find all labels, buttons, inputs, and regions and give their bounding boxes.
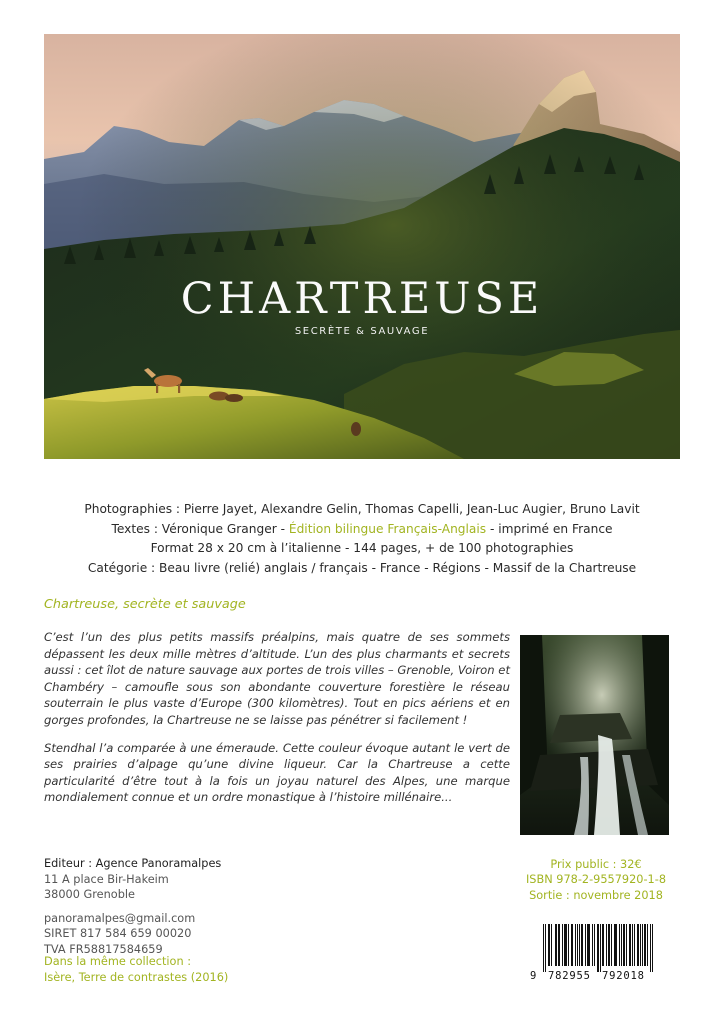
barcode-bar — [602, 924, 603, 966]
barcode-bar — [551, 924, 552, 966]
barcode-group-1: 782955 — [548, 970, 591, 982]
barcode-bar — [582, 924, 583, 966]
barcode-bar — [619, 924, 620, 966]
barcode-bar — [632, 924, 633, 966]
barcode-bars — [541, 924, 656, 972]
isbn-number: ISBN 978-2-9557920-1-8 — [525, 873, 667, 887]
barcode-bar — [555, 924, 556, 966]
barcode-bar — [564, 924, 565, 966]
paragraph-2: Stendhal l’a comparée à une émeraude. Cette couleur évoque autant le vert de ses prairies d’alpage qu’une divine liqueur. Car la Chartreuse a cette particularité d’être tout à la fois un joyau naturel des Alpes, une marque mondialement connue et un ordre monastique à l’histoire millénaire... — [44, 740, 510, 805]
barcode-bar — [642, 924, 643, 966]
barcode-bar — [621, 924, 622, 966]
texts-author: Textes : Véronique Granger - — [111, 521, 289, 536]
barcode-bar — [589, 924, 590, 966]
cover-photo — [44, 34, 680, 459]
waterfall-photo — [520, 635, 669, 835]
description-text — [44, 629, 510, 817]
mountain-landscape-image — [44, 34, 680, 459]
barcode-bar — [549, 924, 550, 966]
barcode-bar — [588, 924, 589, 966]
barcode-bar — [645, 924, 646, 966]
collection-label: Dans la même collection : — [44, 955, 192, 968]
barcode-group-2: 792018 — [602, 970, 645, 982]
release-date: Sortie : novembre 2018 — [529, 888, 663, 902]
publisher-block — [44, 856, 221, 958]
barcode-bar — [609, 924, 610, 966]
section-title: Chartreuse, secrète et sauvage — [44, 597, 246, 612]
barcode-bar — [608, 924, 609, 966]
barcode-bar — [577, 924, 578, 966]
barcode-bar — [597, 924, 598, 972]
barcode-bar — [562, 924, 563, 966]
barcode-bar — [600, 924, 601, 972]
barcode-bar — [572, 924, 573, 966]
barcode-bar — [616, 924, 617, 966]
paragraph-1: C’est l’un des plus petits massifs préalpins, mais quatre de ses sommets dépassent les deux mille mètres d’altitude. L’un des plus charmants et secrets aussi : cet îlot de nature sauvage aux portes de trois villes – Grenoble, Voiron et Chambéry – camoufle sous son abondante couverture forestière le réseau souterrain le plus vaste d’Europe (300 kilomètres). Tout en pics aériens et en gorges profondes, la Chartreuse ne se laisse pas pénétrer si facilement ! — [44, 630, 510, 727]
barcode-bar — [638, 924, 639, 966]
publisher-street: 11 A place Bir-Hakeim — [44, 872, 169, 886]
barcode-bar — [623, 924, 624, 966]
barcode-bar — [592, 924, 593, 966]
publisher-siret: SIRET 817 584 659 00020 — [44, 927, 192, 941]
public-price: Prix public : 32€ — [550, 858, 642, 871]
barcode-bar — [566, 924, 567, 966]
cover-title: CHARTREUSE — [180, 274, 544, 324]
barcode-bar — [545, 924, 546, 972]
barcode-bar — [611, 924, 612, 966]
cover-subtitle: SECRÈTE & SAUVAGE — [294, 326, 430, 337]
collection-title: Isère, Terre de contrastes (2016) — [44, 970, 229, 984]
collection-block — [44, 954, 228, 985]
publisher-name: Editeur : Agence Panoramalpes — [44, 857, 222, 870]
barcode-bar — [579, 924, 580, 966]
barcode-bar — [652, 924, 653, 972]
edition-label: Édition bilingue Français-Anglais — [288, 521, 487, 536]
barcode-bar — [575, 924, 576, 966]
barcode-bar — [624, 924, 625, 966]
barcode-bar — [585, 924, 586, 966]
barcode-bar — [571, 924, 572, 966]
barcode-bar — [603, 924, 604, 966]
barcode-bar — [558, 924, 559, 966]
barcode-bar — [568, 924, 569, 966]
waterfall-image — [520, 635, 669, 835]
publisher-tva: TVA FR58817584659 — [44, 942, 163, 956]
barcode-bar — [587, 924, 588, 966]
publisher-city: 38000 Grenoble — [44, 888, 135, 902]
barcode-bar — [650, 924, 651, 972]
texts-line — [0, 520, 724, 540]
printed-label: - imprimé en France — [486, 521, 613, 536]
barcode-bar — [559, 924, 560, 966]
barcode-bar — [629, 924, 630, 966]
barcode-bar — [615, 924, 616, 966]
barcode-bar — [594, 924, 595, 966]
price-block — [490, 857, 702, 903]
barcode-bar — [548, 924, 549, 966]
barcode-bar — [647, 924, 648, 966]
barcode-bar — [556, 924, 557, 966]
category-line: Catégorie : Beau livre (relié) anglais / français - France - Régions - Massif de la Chartreuse — [87, 560, 637, 575]
barcode-lead-digit: 9 — [530, 970, 537, 982]
barcode-bar — [634, 924, 635, 966]
photographers-line: Photographies : Pierre Jayet, Alexandre Gelin, Thomas Capelli, Jean-Luc Augier, Bruno Lavit — [84, 502, 640, 516]
barcode-bar — [598, 924, 599, 972]
barcode-bar — [637, 924, 638, 966]
barcode-bar — [614, 924, 615, 966]
barcode-bar — [581, 924, 582, 966]
barcode-bar — [606, 924, 607, 966]
barcode-bar — [565, 924, 566, 966]
publisher-email: panoramalpes@gmail.com — [44, 911, 196, 925]
barcode-bar — [543, 924, 544, 972]
barcode-bar — [640, 924, 641, 966]
barcode-bar — [630, 924, 631, 966]
barcode-bar — [644, 924, 645, 966]
format-line: Format 28 x 20 cm à l’italienne - 144 pages, + de 100 photographies — [150, 541, 574, 555]
credits-block — [0, 500, 724, 578]
barcode-bar — [626, 924, 627, 966]
